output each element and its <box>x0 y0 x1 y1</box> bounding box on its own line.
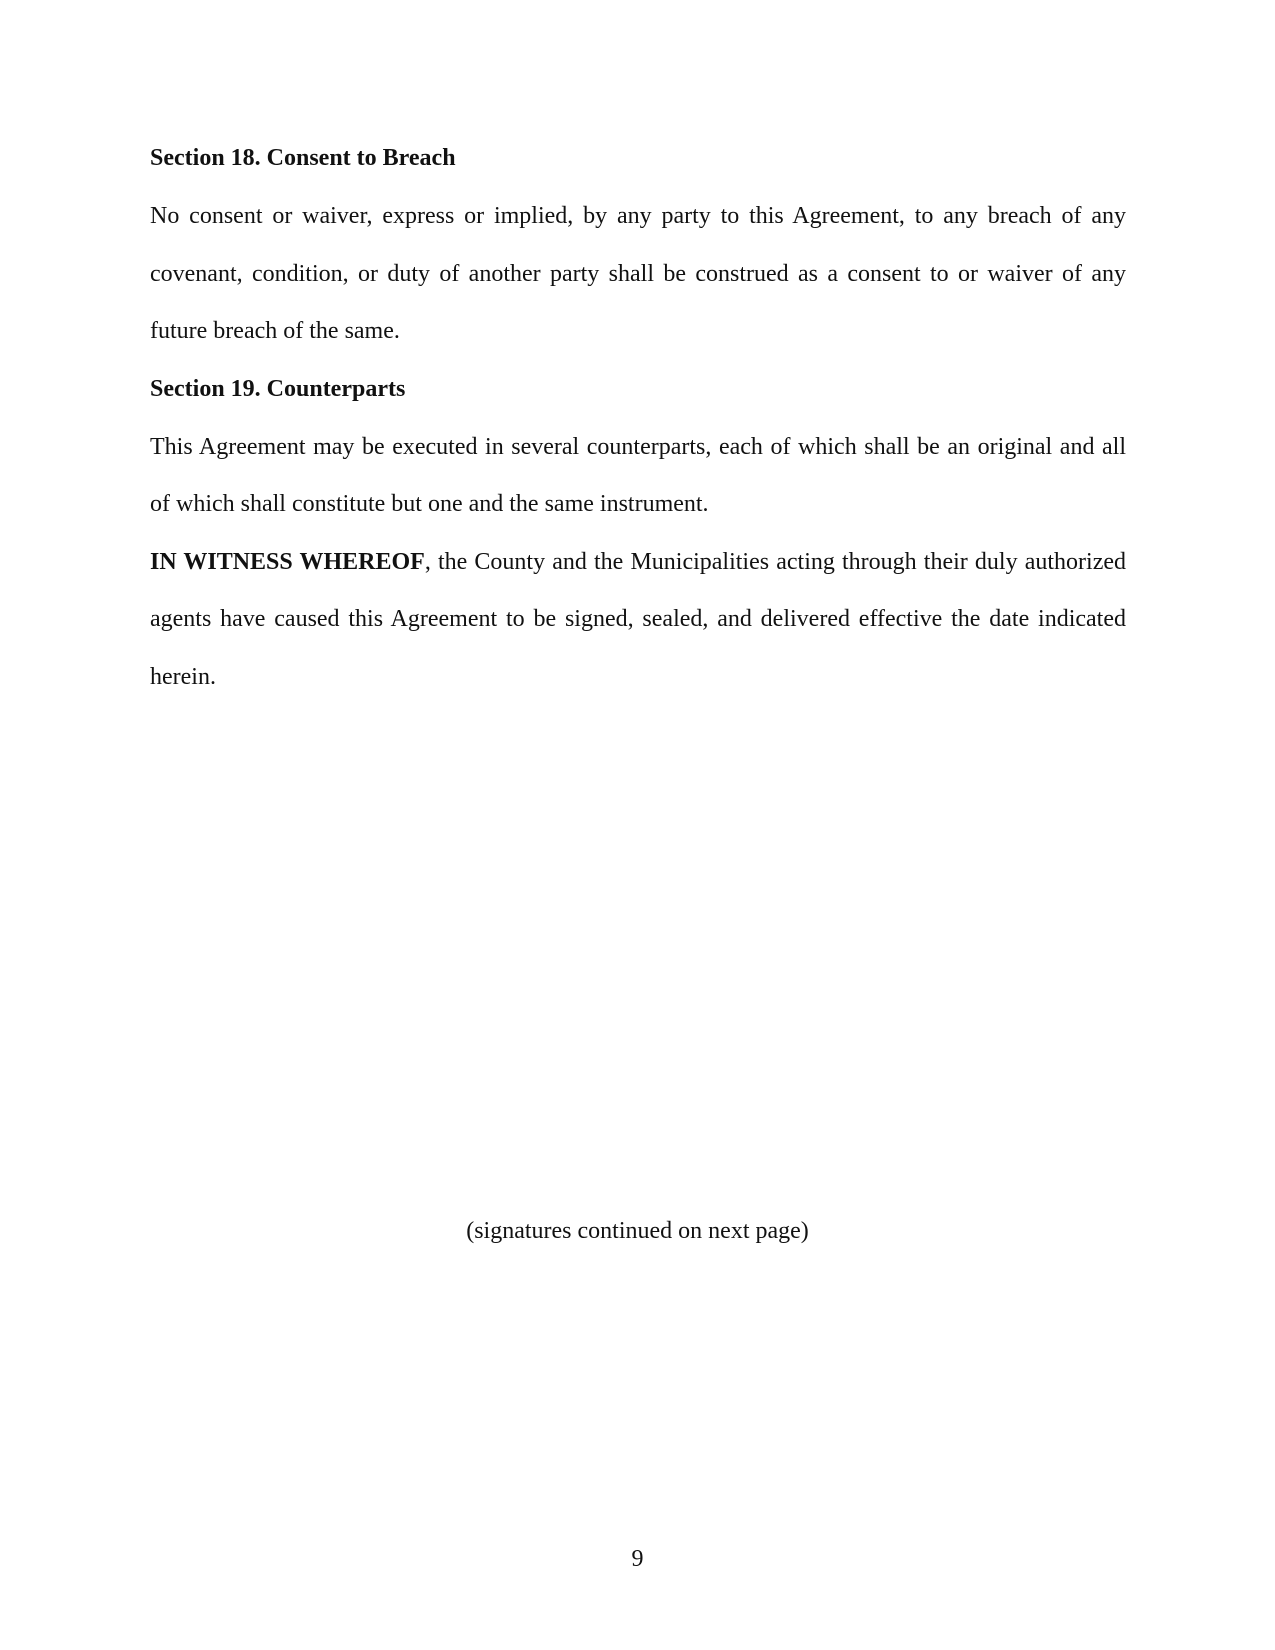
section-18-text: No consent or waiver, express or implied, by any party to this Agreement, to any breach of any covenant, condition, or duty of another party shall be construed as a consent to or waiver of any future breach of the same. <box>150 203 1126 344</box>
witness-text: , the County and the Municipalities acting through their duly authorized agents have caused this Agreement to be signed, sealed, and delivered effective the date indicated herein. <box>150 548 1127 690</box>
section-19-heading: Section 19. Counterparts <box>150 375 406 402</box>
section-19-text: This Agreement may be executed in several counterparts, each of which shall be an original and all of which shall constitute but one and the same instrument. <box>150 433 1126 517</box>
witness-clause <box>150 534 1126 707</box>
section-19 <box>150 374 1126 547</box>
section-18 <box>150 143 1126 374</box>
document-body <box>150 143 1126 719</box>
page-number: 9 <box>631 1546 644 1572</box>
section-18-heading: Section 18. Consent to Breach <box>150 145 456 171</box>
signatures-continued-note: (signatures continued on next page) <box>466 1218 809 1244</box>
witness-lead: IN WITNESS WHEREOF <box>150 548 425 575</box>
